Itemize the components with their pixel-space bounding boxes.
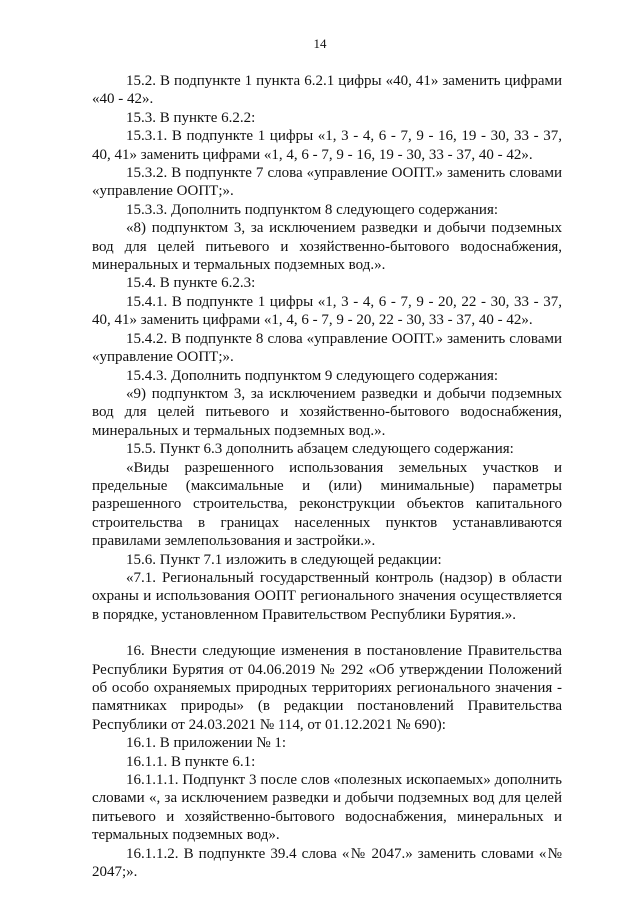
paragraph-15-3-3: 15.3.3. Дополнить подпунктом 8 следующего содержания: — [126, 201, 499, 218]
page-number: 14 — [313, 36, 327, 51]
paragraph-16-1-1: 16.1.1. В пункте 6.1: — [126, 753, 256, 770]
paragraph-15-2: 15.2. В подпункте 1 пункта 6.2.1 цифры «40, 41» заменить цифрами «40 - 42». — [92, 73, 562, 108]
quote-subpoint-9: «9) подпунктом 3, за исключением разведки и добычи подземных вод для целей питьевого и хозяйственно-бытового водоснабжения, минеральных и термальных подземных вод.». — [92, 385, 562, 439]
document-body — [92, 72, 562, 881]
paragraph-16-1-1-1: 16.1.1.1. Подпункт 3 после слов «полезных ископаемых» дополнить словами «, за исключением разведки и добычи подземных вод для целей питьевого и хозяйственно-бытового водоснабжения, минеральных и термальных подземных вод». — [92, 772, 562, 844]
paragraph-15-6: 15.6. Пункт 7.1 изложить в следующей редакции: — [126, 551, 442, 568]
paragraph-15-4: 15.4. В пункте 6.2.3: — [126, 275, 256, 292]
paragraph-16-1-1-2: 16.1.1.2. В подпункте 39.4 слова «№ 2047.» заменить словами «№ 2047;». — [92, 845, 562, 881]
paragraph-16: 16. Внести следующие изменения в постановление Правительства Республики Бурятия от 04.06.2019 № 292 «Об утверждении Положений об особо охраняемых природных территориях регионального значения - памятниках природы» (в редакции постановлений Правительства Республики от 24.03.2021 № 114, от 01.12.2021 № 690): — [92, 643, 562, 733]
paragraph-15-4-1: 15.4.1. В подпункте 1 цифры «1, 3 - 4, 6 - 7, 9 - 20, 22 - 30, 33 - 37, 40, 41» заменить цифрами «1, 4, 6 - 7, 9 - 20, 22 - 30, 33 - 37, 40 - 42». — [92, 293, 562, 329]
paragraph-15-4-2: 15.4.2. В подпункте 8 слова «управление ООПТ.» заменить словами «управление ООПТ;». — [92, 330, 562, 366]
paragraph-15-3: 15.3. В пункте 6.2.2: — [126, 109, 256, 126]
quote-subpoint-8: «8) подпунктом 3, за исключением разведки и добычи подземных вод для целей питьевого и хозяйственно-бытового водоснабжения, минеральных и термальных подземных вод.». — [92, 220, 562, 274]
paragraph-15-3-2: 15.3.2. В подпункте 7 слова «управление ООПТ.» заменить словами «управление ООПТ;». — [92, 165, 562, 200]
paragraph-16-1: 16.1. В приложении № 1: — [126, 735, 287, 752]
quote-permitted-use: «Виды разрешенного использования земельных участков и предельные (максимальные и (или) минимальные) параметры разрешенного строительства, реконструкции объектов капитального строительства в границах населенных пунктов устанавливаются правилами землепользования и застройки.». — [92, 459, 562, 550]
quote-point-7-1: «7.1. Региональный государственный контроль (надзор) в области охраны и использования ООПТ регионального значения осуществляется в порядке, установленном Правительством Республики Бурятия.». — [92, 569, 562, 623]
paragraph-15-4-3: 15.4.3. Дополнить подпунктом 9 следующего содержания: — [126, 367, 499, 384]
paragraph-15-3-1: 15.3.1. В подпункте 1 цифры «1, 3 - 4, 6 - 7, 9 - 16, 19 - 30, 33 - 37, 40, 41» заменить цифрами «1, 4, 6 - 7, 9 - 16, 19 - 30, 33 - 37, 40 - 42». — [92, 128, 562, 163]
paragraph-15-5: 15.5. Пункт 6.3 дополнить абзацем следующего содержания: — [126, 441, 514, 458]
